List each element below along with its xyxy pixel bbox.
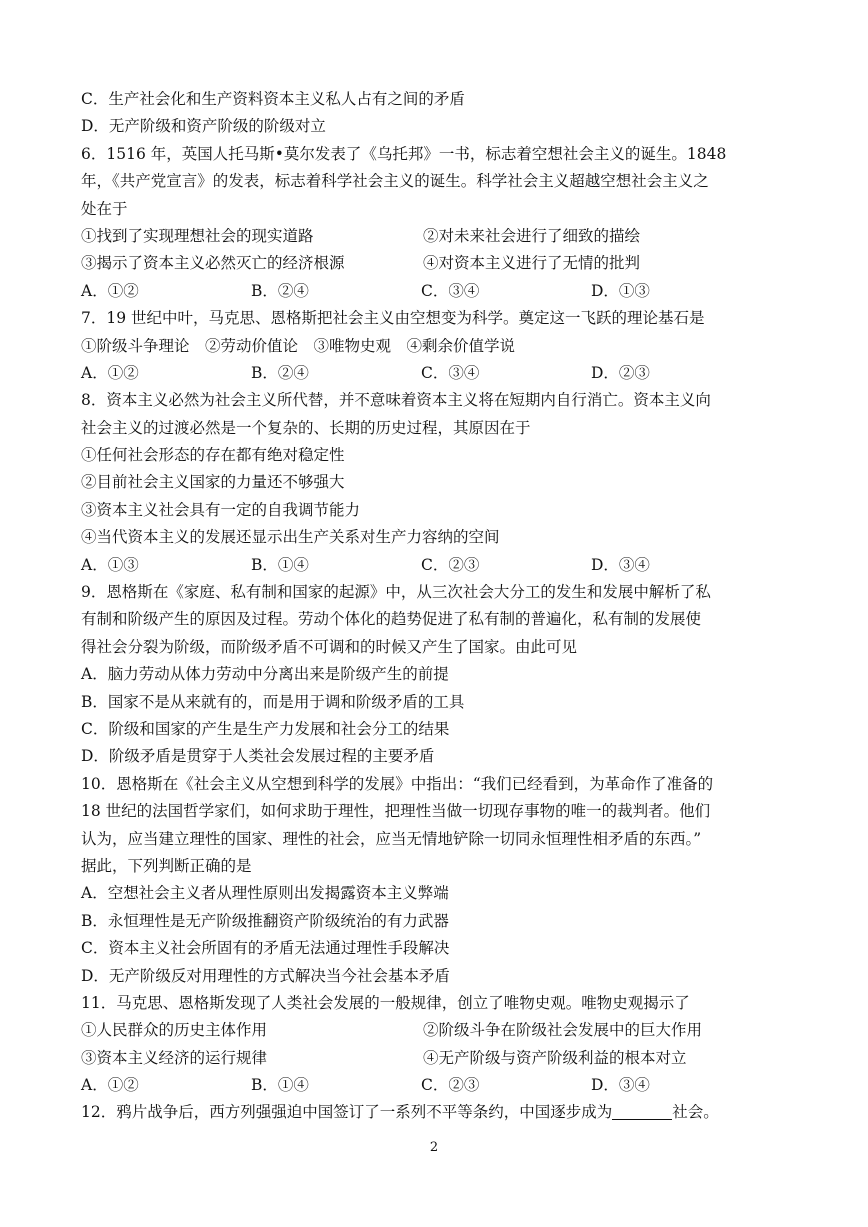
statement: ②对未来社会进行了细致的描绘 — [423, 226, 641, 245]
option-c: C．生产社会化和生产资料资本主义私人占有之间的矛盾 — [81, 90, 465, 108]
question-8-stem: 社会主义的过渡必然是一个复杂的、长期的历史过程，其原因在于 — [81, 418, 531, 437]
statement: ①找到了实现理想社会的现实道路 — [81, 226, 314, 245]
option-a: A．空想社会主义者从理性原则出发揭露资本主义弊端 — [81, 884, 449, 903]
option-c: C．②③ — [421, 1076, 480, 1095]
question-7-options — [81, 360, 781, 387]
page-number: 2 — [429, 1140, 439, 1155]
question-11-statements — [81, 1017, 781, 1044]
question-8-stem: 8．资本主义必然为社会主义所代替，并不意味着资本主义将在短期内自行消亡。资本主义向 — [81, 391, 711, 410]
question-7-statements: ①阶级斗争理论 ②劳动价值论 ③唯物史观 ④剩余价值学说 — [81, 336, 516, 355]
option-c: C．③④ — [421, 363, 480, 382]
question-6-statements — [81, 250, 781, 277]
question-6-options — [81, 278, 781, 305]
statement: ④对资本主义进行了无情的批判 — [423, 254, 641, 273]
question-9-stem: 9．恩格斯在《家庭、私有制和国家的起源》中，从三次社会大分工的发生和发展中解析了私 — [81, 583, 711, 602]
question-6-stem: 6．1516 年，英国人托马斯•莫尔发表了《乌托邦》一书，标志着空想社会主义的诞生。1848 — [81, 144, 727, 163]
option-b: B．②④ — [251, 363, 309, 382]
option-a: A．脑力劳动从体力劳动中分离出来是阶级产生的前提 — [81, 665, 449, 684]
option-b: B．②④ — [251, 281, 309, 300]
question-9-stem: 得社会分裂为阶级，而阶级矛盾不可调和的时候又产生了国家。由此可见 — [81, 637, 578, 656]
statement: ③资本主义社会具有一定的自我调节能力 — [81, 500, 361, 519]
question-10-stem: 认为，应当建立理性的国家、理性的社会，应当无情地铲除一切同永恒理性相矛盾的东西。” — [81, 829, 702, 848]
option-c: C．②③ — [421, 555, 480, 574]
question-7-stem: 7．19 世纪中叶，马克思、恩格斯把社会主义由空想变为科学。奠定这一飞跃的理论基石是 — [81, 309, 705, 328]
question-list — [81, 86, 781, 1127]
statement: ①任何社会形态的存在都有绝对稳定性 — [81, 446, 345, 465]
option-c: C．阶级和国家的产生是生产力发展和社会分工的结果 — [81, 719, 450, 738]
question-11-options — [81, 1072, 781, 1099]
option-a: A．①② — [81, 281, 139, 300]
question-11-statements — [81, 1045, 781, 1072]
option-b: B．①④ — [251, 555, 309, 574]
option-d: D．③④ — [591, 1076, 650, 1095]
option-a: A．①③ — [81, 555, 139, 574]
option-d: D．阶级矛盾是贯穿于人类社会发展过程的主要矛盾 — [81, 747, 435, 766]
question-12-text: 12．鸦片战争后，西方列强强迫中国签订了一系列不平等条约，中国逐步成为 — [81, 1103, 613, 1122]
option-c: C．③④ — [421, 281, 480, 300]
option-a: A．①② — [81, 363, 139, 382]
question-9-stem: 有制和阶级产生的原因及过程。劳动个体化的趋势促进了私有制的普遍化，私有制的发展使 — [81, 610, 702, 629]
question-10-stem: 据此，下列判断正确的是 — [81, 856, 252, 875]
statement: ④当代资本主义的发展还显示出生产关系对生产力容纳的空间 — [81, 528, 500, 547]
question-12-text: 社会。 — [672, 1103, 719, 1122]
option-b: B．①④ — [251, 1076, 309, 1095]
option-d: D．③④ — [591, 555, 650, 574]
statement: ①人民群众的历史主体作用 — [81, 1021, 268, 1040]
question-8-options — [81, 552, 781, 579]
option-d: D．无产阶级和资产阶级的阶级对立 — [81, 117, 326, 136]
option-b: B．国家不是从来就有的，而是用于调和阶级矛盾的工具 — [81, 692, 465, 711]
statement: ③资本主义经济的运行规律 — [81, 1048, 268, 1067]
answer-blank — [612, 1101, 672, 1120]
question-6-stem: 年，《共产党宣言》的发表，标志着科学社会主义的诞生。科学社会主义超越空想社会主义之 — [81, 172, 709, 191]
statement: ③揭示了资本主义必然灭亡的经济根源 — [81, 254, 345, 273]
question-12-stem — [81, 1099, 781, 1126]
statement: ②目前社会主义国家的力量还不够强大 — [81, 473, 345, 492]
option-a: A．①② — [81, 1076, 139, 1095]
question-6-stem: 处在于 — [81, 199, 128, 218]
option-d: D．无产阶级反对用理性的方式解决当今社会基本矛盾 — [81, 966, 450, 985]
question-10-stem: 18 世纪的法国哲学家们，如何求助于理性，把理性当做一切现存事物的唯一的裁判者。他们 — [81, 802, 711, 821]
question-10-stem: 10．恩格斯在《社会主义从空想到科学的发展》中指出：“我们已经看到，为革命作了准备的 — [81, 774, 714, 793]
option-b: B．永恒理性是无产阶级推翻资产阶级统治的有力武器 — [81, 911, 449, 930]
option-c: C．资本主义社会所固有的矛盾无法通过理性手段解决 — [81, 939, 450, 958]
question-11-stem: 11．马克思、恩格斯发现了人类社会发展的一般规律，创立了唯物史观。唯物史观揭示了 — [81, 993, 690, 1012]
option-d: D．①③ — [591, 281, 650, 300]
option-d: D．②③ — [591, 363, 650, 382]
statement: ④无产阶级与资产阶级利益的根本对立 — [423, 1048, 687, 1067]
statement: ②阶级斗争在阶级社会发展中的巨大作用 — [423, 1021, 703, 1040]
question-6-statements — [81, 223, 781, 250]
